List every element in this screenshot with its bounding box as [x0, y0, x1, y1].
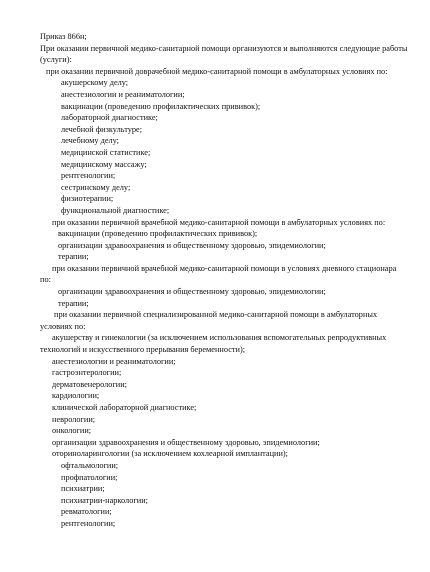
- list-item: медицинской статистике;: [61, 147, 151, 157]
- list-item: психиатрии-наркологии;: [61, 495, 148, 505]
- section-title-physician-ambulatory: при оказании первичной врачебной медико-санитарной помощи в амбулаторных условиях по:: [52, 217, 386, 227]
- list-item: акушерству и гинекологии (за исключением использования вспомогательных репродуктивных технологий и искусственного прерывания беременности);: [40, 333, 387, 355]
- list-item: лечебному делу;: [61, 136, 119, 146]
- list-item: анестезиологии и реаниматологии;: [61, 89, 185, 99]
- list-item: вакцинации (проведению профилактических прививок);: [58, 229, 258, 239]
- list-item: вакцинации (проведению профилактических прививок);: [61, 101, 261, 111]
- section-title-prehospital-ambulatory: при оказании первичной доврачебной медико-санитарной помощи в амбулаторных условиях по:: [46, 66, 388, 76]
- list-item: медицинскому массажу;: [61, 159, 147, 169]
- list-item: онкологии;: [52, 426, 92, 436]
- list-item: терапии;: [58, 252, 89, 262]
- list-item: функциональной диагностике;: [61, 205, 170, 215]
- list-item: психиатрии;: [61, 484, 105, 494]
- list-item: дерматовенерологии;: [52, 379, 127, 389]
- document-body: [40, 31, 408, 530]
- document-heading: Приказ 866н;: [40, 32, 87, 41]
- section-title-specialized-ambulatory: при оказании первичной специализированной медико-санитарной помощи в амбулаторных условиях по:: [40, 310, 378, 331]
- list-item: неврологии;: [52, 414, 96, 424]
- list-item: организации здравоохранения и общественному здоровью, эпидемиологии;: [58, 287, 326, 297]
- list-item: организации здравоохранения и общественному здоровью, эпидемиологии;: [52, 437, 320, 447]
- list-item: профпатологии;: [61, 472, 118, 482]
- list-item: офтальмологии;: [61, 460, 119, 470]
- list-item: физиотерапии;: [61, 194, 114, 204]
- list-item: организации здравоохранения и общественному здоровью, эпидемиологии;: [58, 240, 326, 250]
- document-intro: При оказании первичной медико-санитарной помощи организуются и выполняются следующие работы (услуги):: [40, 43, 408, 65]
- list-item: ревматологии;: [61, 507, 112, 517]
- list-item: рентгенологии;: [61, 518, 116, 528]
- list-item: акушерскому делу;: [61, 78, 129, 88]
- list-item: анестезиологии и реаниматологии;: [52, 356, 176, 366]
- list-item: терапии;: [58, 298, 89, 308]
- list-item: лабораторной диагностике;: [61, 113, 158, 123]
- list-item: рентгенологии;: [61, 171, 116, 181]
- section-title-physician-day-hospital: при оказании первичной врачебной медико-санитарной помощи в условиях дневного стационара по:: [40, 263, 397, 285]
- list-item: гастроэнтерологии;: [52, 368, 122, 378]
- list-item: клинической лабораторной диагностике;: [52, 403, 197, 412]
- list-item: сестринскому делу;: [61, 182, 131, 192]
- list-item: лечебной физкультуре;: [61, 124, 142, 134]
- list-item: кардиологии;: [52, 391, 100, 401]
- list-item: оториноларингологии (за исключением кохлеарной имплантации);: [52, 449, 288, 459]
